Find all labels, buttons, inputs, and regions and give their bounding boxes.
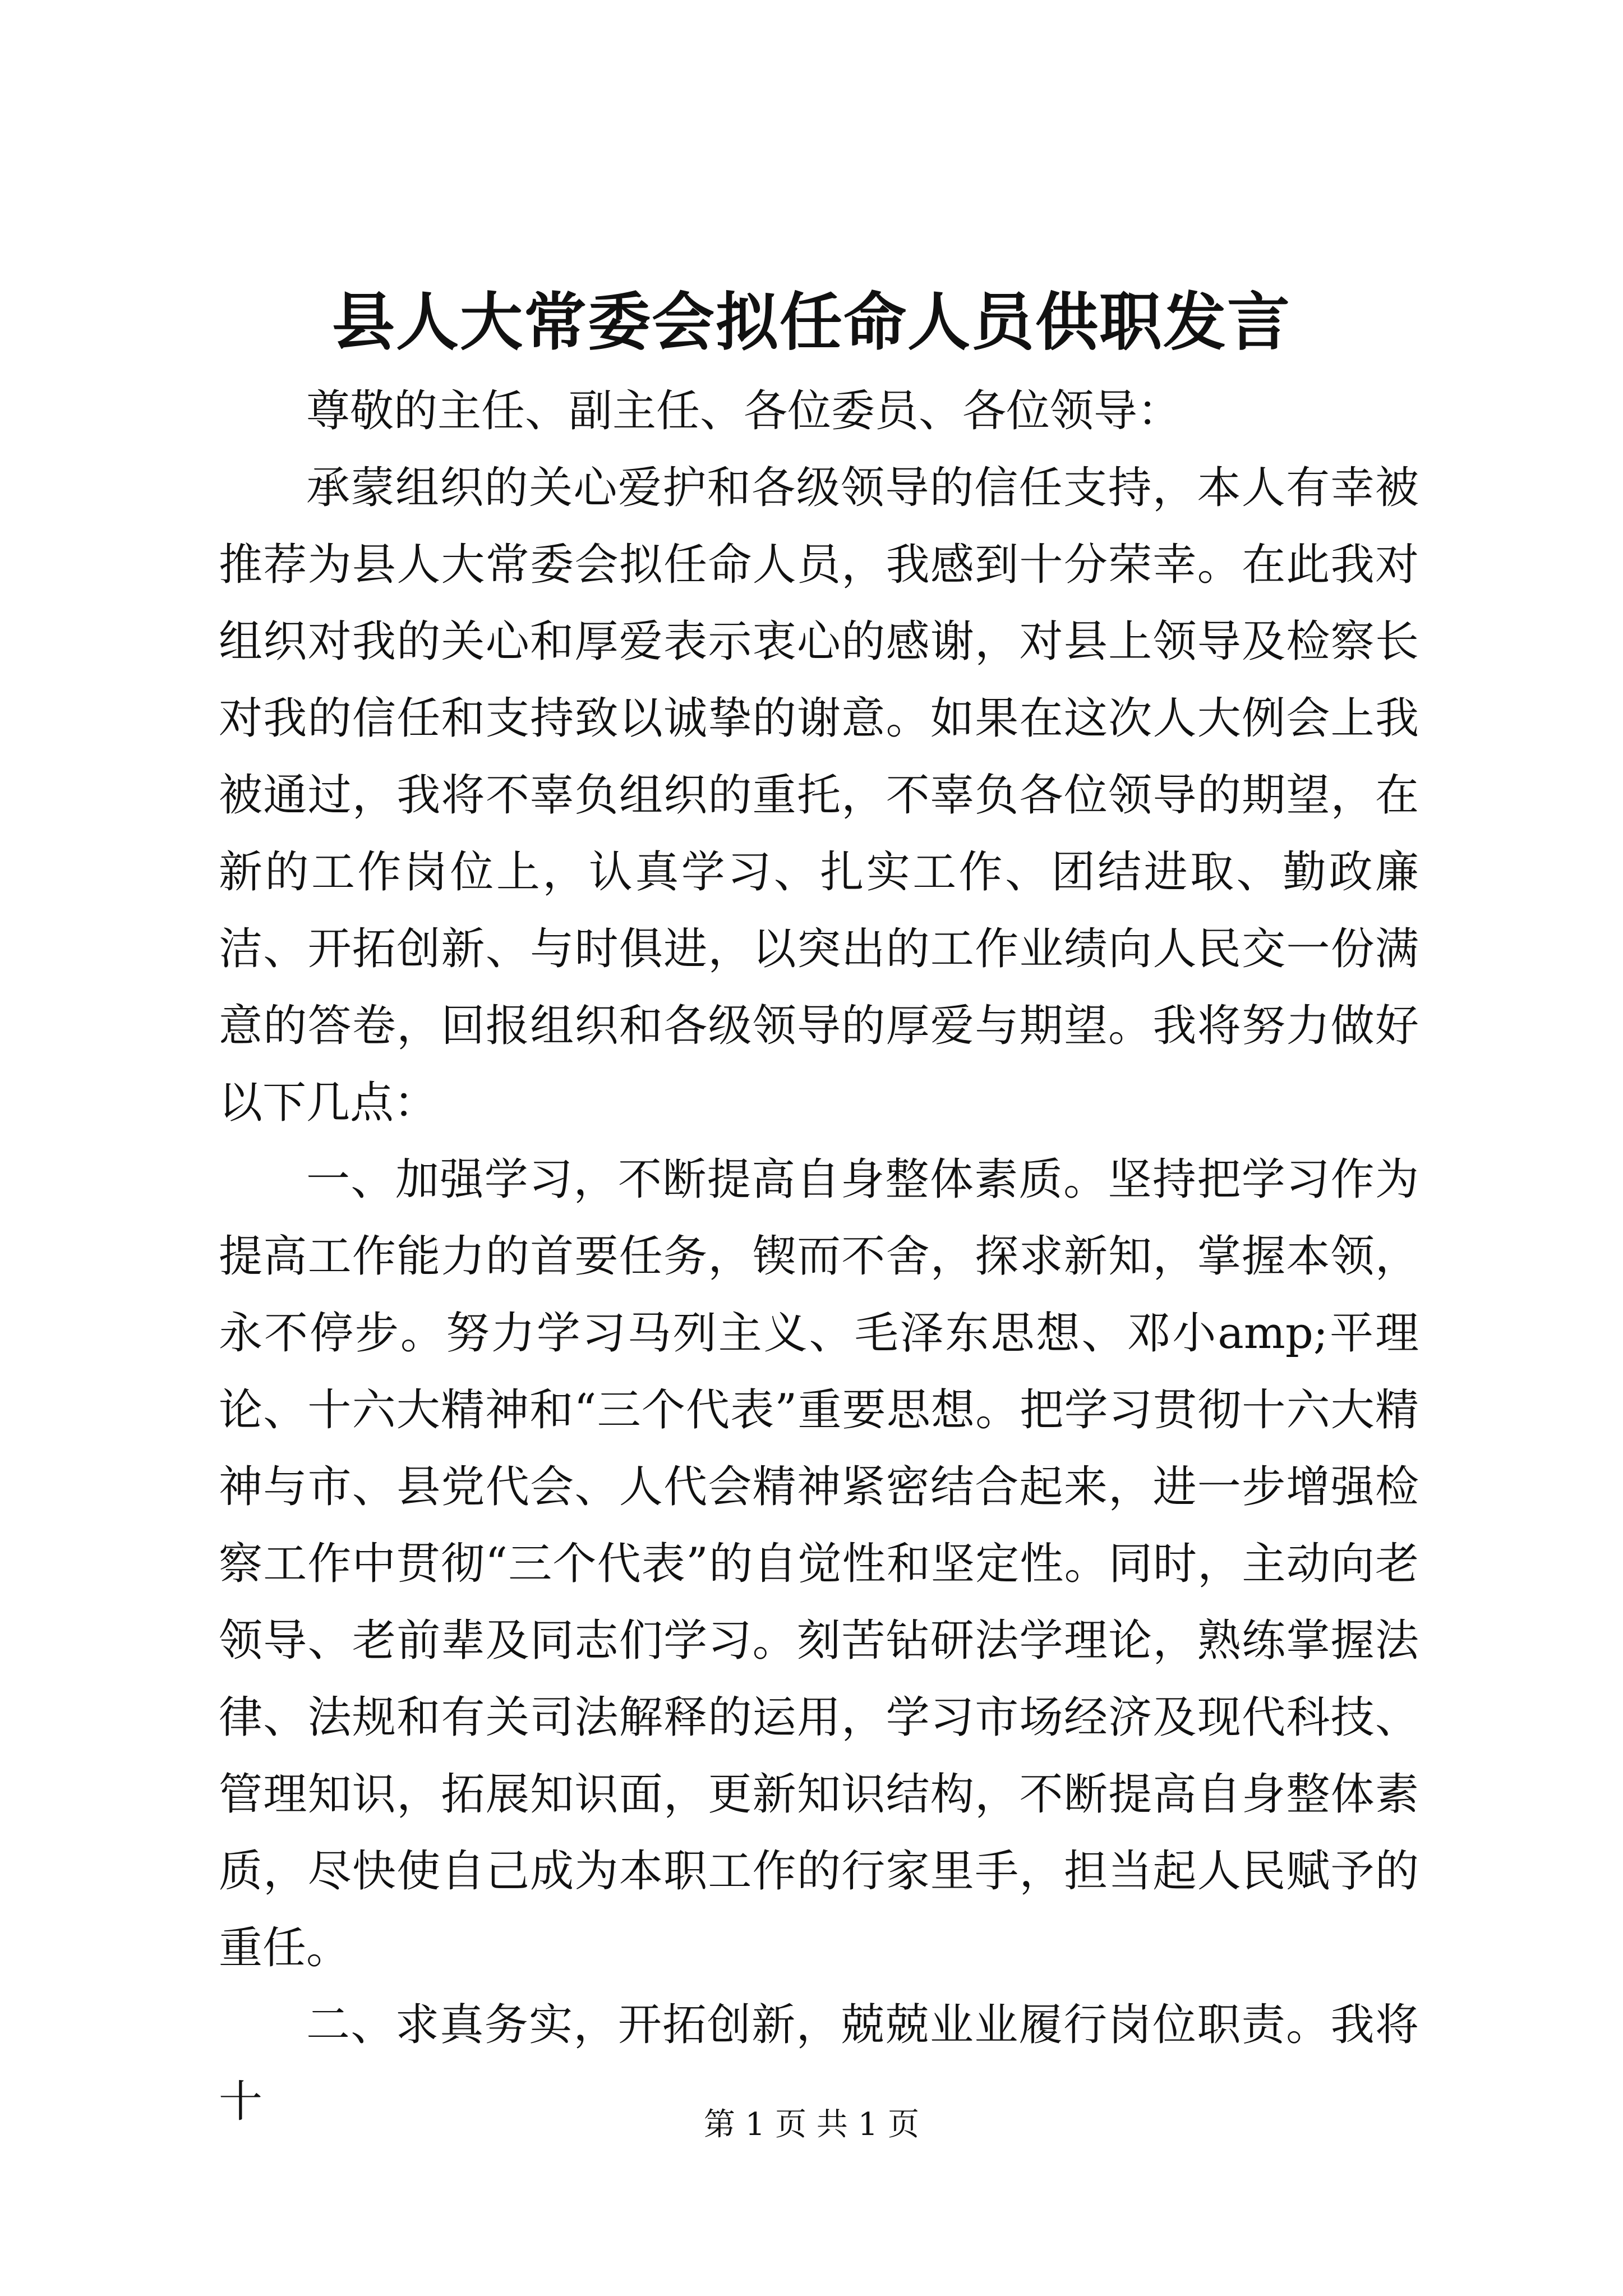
body-paragraph: 承蒙组织的关心爱护和各级领导的信任支持，本人有幸被推荐为县人大常委会拟任命人员，我感到十分荣幸。在此我对组织对我的关心和厚爱表示衷心的感谢，对县上领导及检察长对我的信任和支持致以诚挚的谢意。如果在这次人大例会上我被通过，我将不辜负组织的重托，不辜负各位领导的期望，在新的工作岗位上，认真学习、扎实工作、团结进取、勤政廉洁、开拓创新、与时俱进，以突出的工作业绩向人民交一份满意的答卷，回报组织和各级领导的厚爱与期望。我将努力做好以下几点： [219, 463, 1419, 1128]
document-body [219, 373, 1419, 2141]
document-title: 县人大常委会拟任命人员供职发言 [332, 286, 1291, 359]
body-paragraph: 一、加强学习，不断提高自身整体素质。坚持把学习作为提高工作能力的首要任务，锲而不舍，探求新知，掌握本领，永不停步。努力学习马列主义、毛泽东思想、邓小amp;平理论、十六大精神和“三个代表”重要思想。把学习贯彻十六大精神与市、县党代会、人代会精神紧密结合起来，进一步增强检察工作中贯彻“三个代表”的自觉性和坚定性。同时，主动向老领导、老前辈及同志们学习。刻苦钻研法学理论，熟练掌握法律、法规和有关司法解释的运用，学习市场经济及现代科技、管理知识，拓展知识面，更新知识结构，不断提高自身整体素质，尽快使自己成为本职工作的行家里手，担当起人民赋予的重任。 [219, 1154, 1419, 1973]
salutation-paragraph: 尊敬的主任、副主任、各位委员、各位领导： [306, 386, 1182, 436]
body-paragraph: 二、求真务实，开拓创新，兢兢业业履行岗位职责。我将十 [219, 2000, 1419, 2127]
page-footer: 第 1 页 共 1 页 [703, 2106, 920, 2143]
